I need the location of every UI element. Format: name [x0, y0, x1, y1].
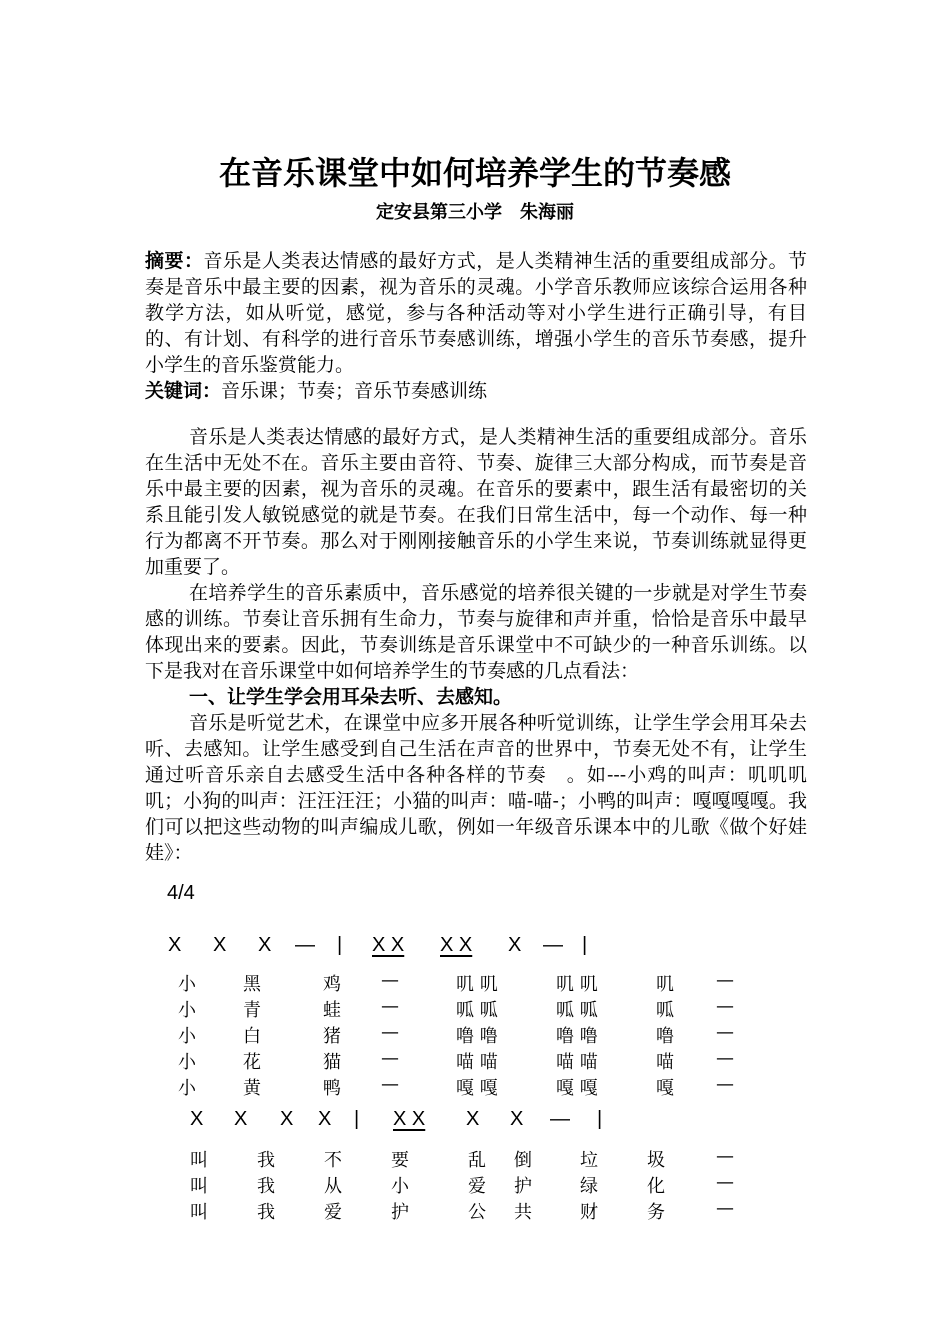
lyric-syllable: 鸡: [323, 974, 341, 995]
lyric-syllable: —: [716, 1198, 734, 1219]
lyric-syllable: 乱: [468, 1150, 486, 1171]
rhythm-note: X: [466, 1108, 480, 1130]
section-heading-1: 一、让学生学会用耳朵去听、去感知。: [189, 686, 513, 708]
lyrics-block-1: [0, 970, 950, 1100]
rhythm-note: X X: [393, 1108, 426, 1130]
lyric-syllable: —: [381, 1048, 399, 1069]
lyric-row: [0, 1022, 950, 1048]
lyric-syllable: —: [716, 1172, 734, 1193]
lyric-syllable: 喵: [656, 1052, 674, 1073]
lyric-syllable: 嘎 嘎: [456, 1078, 498, 1099]
lyric-syllable: 护: [391, 1202, 409, 1223]
lyric-syllable: 爱: [324, 1202, 342, 1223]
main-body: [145, 424, 807, 866]
lyric-syllable: 叽: [656, 974, 674, 995]
lyric-syllable: 我: [257, 1150, 275, 1171]
rhythm-note: —: [550, 1108, 570, 1130]
lyric-syllable: 爱: [468, 1176, 486, 1197]
lyric-syllable: —: [716, 1074, 734, 1095]
lyric-syllable: 呱 呱: [556, 1000, 598, 1021]
lyric-syllable: 要: [391, 1150, 409, 1171]
keywords-label: 关键词：: [145, 380, 222, 402]
lyric-row: [0, 996, 950, 1022]
abstract-section: [145, 248, 807, 404]
rhythm-note: X: [510, 1108, 524, 1130]
lyric-row: [0, 1198, 950, 1224]
rhythm-note: X X: [372, 934, 405, 956]
rhythm-note: X X: [440, 934, 473, 956]
lyric-syllable: 黄: [243, 1078, 261, 1099]
lyric-syllable: 叫: [190, 1202, 208, 1223]
lyric-syllable: —: [381, 996, 399, 1017]
lyric-syllable: 噜: [656, 1026, 674, 1047]
lyric-syllable: 喵 喵: [456, 1052, 498, 1073]
rhythm-line-1: [0, 934, 950, 962]
rhythm-note: |: [582, 934, 588, 956]
lyric-syllable: 叽 叽: [456, 974, 498, 995]
lyrics-block-2: [0, 1146, 950, 1224]
lyric-syllable: 小: [178, 1026, 196, 1047]
abstract-paragraph: [145, 248, 807, 378]
lyric-row: [0, 970, 950, 996]
lyric-syllable: 我: [257, 1176, 275, 1197]
lyric-syllable: 喵 喵: [556, 1052, 598, 1073]
lyric-syllable: —: [381, 1074, 399, 1095]
lyric-syllable: 小: [178, 1052, 196, 1073]
keywords-text: 音乐课；节奏；音乐节奏感训练: [221, 380, 488, 402]
lyric-syllable: 青: [243, 1000, 261, 1021]
rhythm-note: X: [258, 934, 272, 956]
keywords-paragraph: [145, 378, 807, 404]
lyric-syllable: 叽 叽: [556, 974, 598, 995]
lyric-syllable: 务: [647, 1202, 665, 1223]
lyric-syllable: —: [381, 970, 399, 991]
rhythm-note: —: [295, 934, 315, 956]
rhythm-note: X: [213, 934, 227, 956]
lyric-syllable: 垃: [580, 1150, 598, 1171]
lyric-syllable: 圾: [647, 1150, 665, 1171]
lyric-syllable: 小: [391, 1176, 409, 1197]
time-signature: 4/4: [167, 882, 195, 904]
rhythm-note: |: [597, 1108, 603, 1130]
lyric-syllable: 嘎 嘎: [556, 1078, 598, 1099]
rhythm-note: |: [354, 1108, 360, 1130]
rhythm-note: |: [337, 934, 343, 956]
lyric-syllable: 公: [468, 1202, 486, 1223]
paragraph-1: 音乐是人类表达情感的最好方式，是人类精神生活的重要组成部分。音乐在生活中无处不在。音乐主要由音符、节奏、旋律三大部分构成，而节奏是音乐中最主要的因素，视为音乐的灵魂。在音乐的要素中，跟生活有最密切的关系且能引发人敏锐感觉的就是节奏。在我们日常生活中，每一个动作、每一种行为都离不开节奏。那么对于刚刚接触音乐的小学生来说，节奏训练就显得更加重要了。: [145, 426, 807, 578]
lyric-syllable: 猪: [323, 1026, 341, 1047]
lyric-syllable: 叫: [190, 1176, 208, 1197]
lyric-syllable: 白: [243, 1026, 261, 1047]
rhythm-note: X: [508, 934, 522, 956]
lyric-row: [0, 1146, 950, 1172]
lyric-syllable: 绿: [580, 1176, 598, 1197]
document-title: 在音乐课堂中如何培养学生的节奏感: [218, 154, 731, 192]
author-line: 定安县第三小学 朱海丽: [376, 202, 574, 223]
lyric-syllable: 小: [178, 1078, 196, 1099]
lyric-syllable: —: [716, 1048, 734, 1069]
lyric-syllable: 花: [243, 1052, 261, 1073]
abstract-label: 摘要：: [145, 250, 204, 272]
lyric-syllable: 噜 噜: [456, 1026, 498, 1047]
lyric-syllable: —: [716, 970, 734, 991]
lyric-syllable: 我: [257, 1202, 275, 1223]
lyric-syllable: 呱: [656, 1000, 674, 1021]
lyric-syllable: 不: [324, 1150, 342, 1171]
lyric-syllable: 黑: [243, 974, 261, 995]
lyric-syllable: 叫: [190, 1150, 208, 1171]
lyric-syllable: 护: [514, 1176, 532, 1197]
lyric-syllable: 从: [324, 1176, 342, 1197]
lyric-syllable: 猫: [323, 1052, 341, 1073]
lyric-row: [0, 1074, 950, 1100]
lyric-syllable: 噜 噜: [556, 1026, 598, 1047]
lyric-syllable: —: [716, 996, 734, 1017]
rhythm-note: X: [318, 1108, 332, 1130]
lyric-syllable: 嘎: [656, 1078, 674, 1099]
rhythm-note: —: [543, 934, 563, 956]
lyric-row: [0, 1048, 950, 1074]
lyric-syllable: —: [381, 1022, 399, 1043]
lyric-syllable: 倒: [514, 1150, 532, 1171]
lyric-syllable: 蛙: [323, 1000, 341, 1021]
rhythm-note: X: [190, 1108, 204, 1130]
rhythm-note: X: [168, 934, 182, 956]
lyric-syllable: 财: [580, 1202, 598, 1223]
paragraph-3: 音乐是听觉艺术，在课堂中应多开展各种听觉训练，让学生学会用耳朵去听、去感知。让学生感受到自己生活在声音的世界中，节奏无处不有，让学生通过听音乐亲自去感受生活中各种各样的节奏 。如---小鸡的叫声：叽叽叽叽；小狗的叫声：汪汪汪汪；小猫的叫声：喵-喵-；小鸭的叫声：嘎嘎嘎嘎。我们可以把这些动物的叫声编成儿歌，例如一年级音乐课本中的儿歌《做个好娃娃》：: [145, 712, 807, 864]
lyric-syllable: 共: [514, 1202, 532, 1223]
lyric-syllable: 化: [647, 1176, 665, 1197]
rhythm-line-2: [0, 1108, 950, 1136]
paragraph-2: 在培养学生的音乐素质中，音乐感觉的培养很关键的一步就是对学生节奏感的训练。节奏让音乐拥有生命力，节奏与旋律和声并重，恰恰是音乐中最早体现出来的要素。因此，节奏训练是音乐课堂中不可缺少的一种音乐训练。以下是我对在音乐课堂中如何培养学生的节奏感的几点看法：: [145, 582, 807, 682]
lyric-syllable: 呱 呱: [456, 1000, 498, 1021]
lyric-row: [0, 1172, 950, 1198]
lyric-syllable: 小: [178, 1000, 196, 1021]
lyric-syllable: —: [716, 1146, 734, 1167]
lyric-syllable: 鸭: [323, 1078, 341, 1099]
abstract-text: 音乐是人类表达情感的最好方式，是人类精神生活的重要组成部分。节奏是音乐中最主要的因素，视为音乐的灵魂。小学音乐教师应该综合运用各种教学方法，如从听觉，感觉，参与各种活动等对小学生进行正确引导，有目的、有计划、有科学的进行音乐节奏感训练，增强小学生的音乐节奏感，提升小学生的音乐鉴赏能力。: [145, 250, 807, 376]
lyric-syllable: —: [716, 1022, 734, 1043]
rhythm-note: X: [280, 1108, 294, 1130]
lyric-syllable: 小: [178, 974, 196, 995]
rhythm-note: X: [234, 1108, 248, 1130]
